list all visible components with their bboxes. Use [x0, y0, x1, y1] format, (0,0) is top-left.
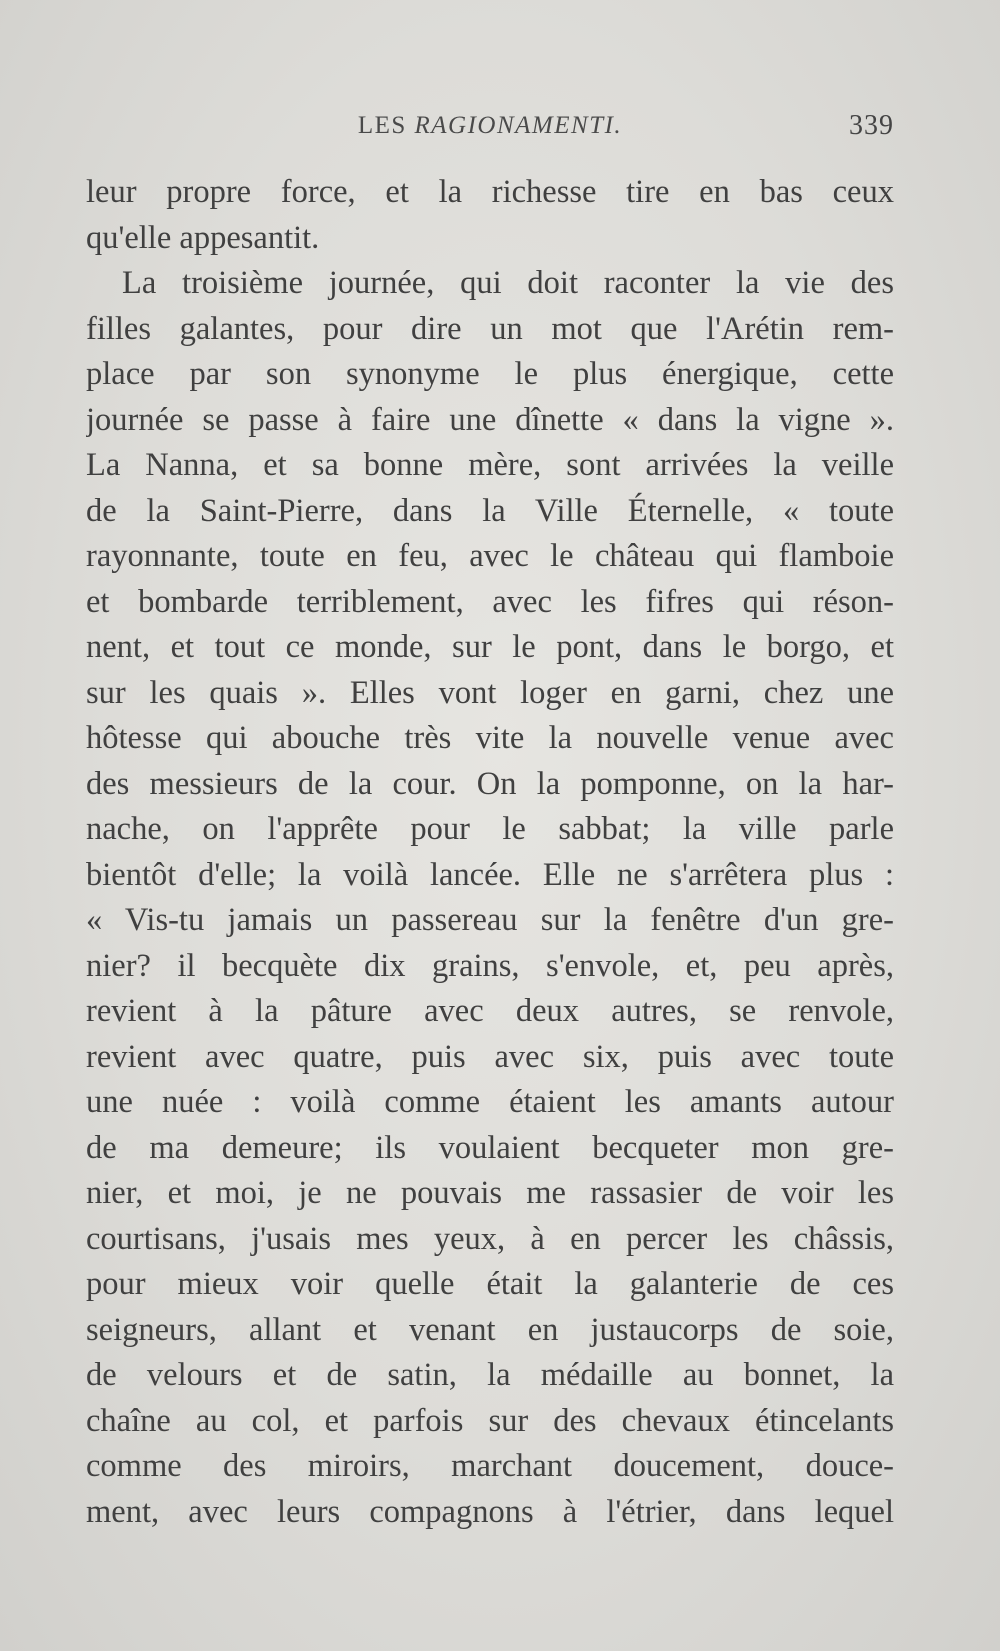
text-line: filles galantes, pour dire un mot que l'Arétin rem- — [86, 310, 894, 347]
text-line: La Nanna, et sa bonne mère, sont arrivées la veille — [86, 447, 894, 483]
text-line: nache, on l'apprête pour le sabbat; la ville parle — [86, 811, 894, 847]
text-line: journée se passe à faire une dînette « dans la vigne ». — [86, 401, 894, 438]
running-head — [86, 108, 894, 148]
running-title — [86, 112, 894, 140]
text-line: chaîne au col, et parfois sur des chevaux étincelants — [86, 1402, 894, 1439]
text-line: rayonnante, toute en feu, avec le château qui flamboie — [86, 538, 894, 574]
text-line: revient avec quatre, puis avec six, puis avec toute — [86, 1038, 894, 1075]
text-line: de la Saint-Pierre, dans la Ville Éternelle, « toute — [86, 492, 894, 529]
text-line: nier? il becquète dix grains, s'envole, et, peu après, — [86, 947, 894, 984]
text-line: de velours et de satin, la médaille au bonnet, la — [86, 1357, 894, 1393]
text-line: comme des miroirs, marchant doucement, douce- — [86, 1448, 894, 1484]
text-line: sur les quais ». Elles vont loger en garni, chez une — [86, 674, 894, 711]
running-title-italic: RAGIONAMENTI. — [414, 112, 623, 139]
text-line: place par son synonyme le plus énergique, cette — [86, 356, 894, 392]
text-line: de ma demeure; ils voulaient becqueter mon gre- — [86, 1129, 894, 1166]
text-line: « Vis-tu jamais un passereau sur la fenêtre d'un gre- — [86, 902, 894, 938]
text-line: pour mieux voir quelle était la galanterie de ces — [86, 1266, 894, 1302]
text-line: nier, et moi, je ne pouvais me rassasier de voir les — [86, 1175, 894, 1211]
text-line: hôtesse qui abouche très vite la nouvelle venue avec — [86, 720, 894, 756]
page-number: 339 — [849, 110, 894, 141]
text-line: revient à la pâture avec deux autres, se renvole, — [86, 993, 894, 1029]
text-line: nent, et tout ce monde, sur le pont, dans le borgo, et — [86, 629, 894, 665]
text-line: bientôt d'elle; la voilà lancée. Elle ne s'arrêtera plus : — [86, 856, 894, 893]
body-text — [86, 170, 894, 1535]
text-line: qu'elle appesantit. — [86, 219, 320, 256]
text-line: des messieurs de la cour. On la pomponne, on la har- — [86, 765, 894, 802]
text-line: La troisième journée, qui doit raconter la vie des — [122, 265, 894, 301]
running-title-prefix: LES — [357, 112, 415, 139]
text-line: ment, avec leurs compagnons à l'étrier, dans lequel — [86, 1493, 894, 1530]
text-line: seigneurs, allant et venant en justaucorps de soie, — [86, 1311, 894, 1348]
text-line: leur propre force, et la richesse tire en bas ceux — [86, 174, 894, 210]
text-line: courtisans, j'usais mes yeux, à en percer les châssis, — [86, 1220, 894, 1257]
text-line: et bombarde terriblement, avec les fifres qui réson- — [86, 583, 894, 620]
text-line: une nuée : voilà comme étaient les amants autour — [86, 1084, 894, 1120]
